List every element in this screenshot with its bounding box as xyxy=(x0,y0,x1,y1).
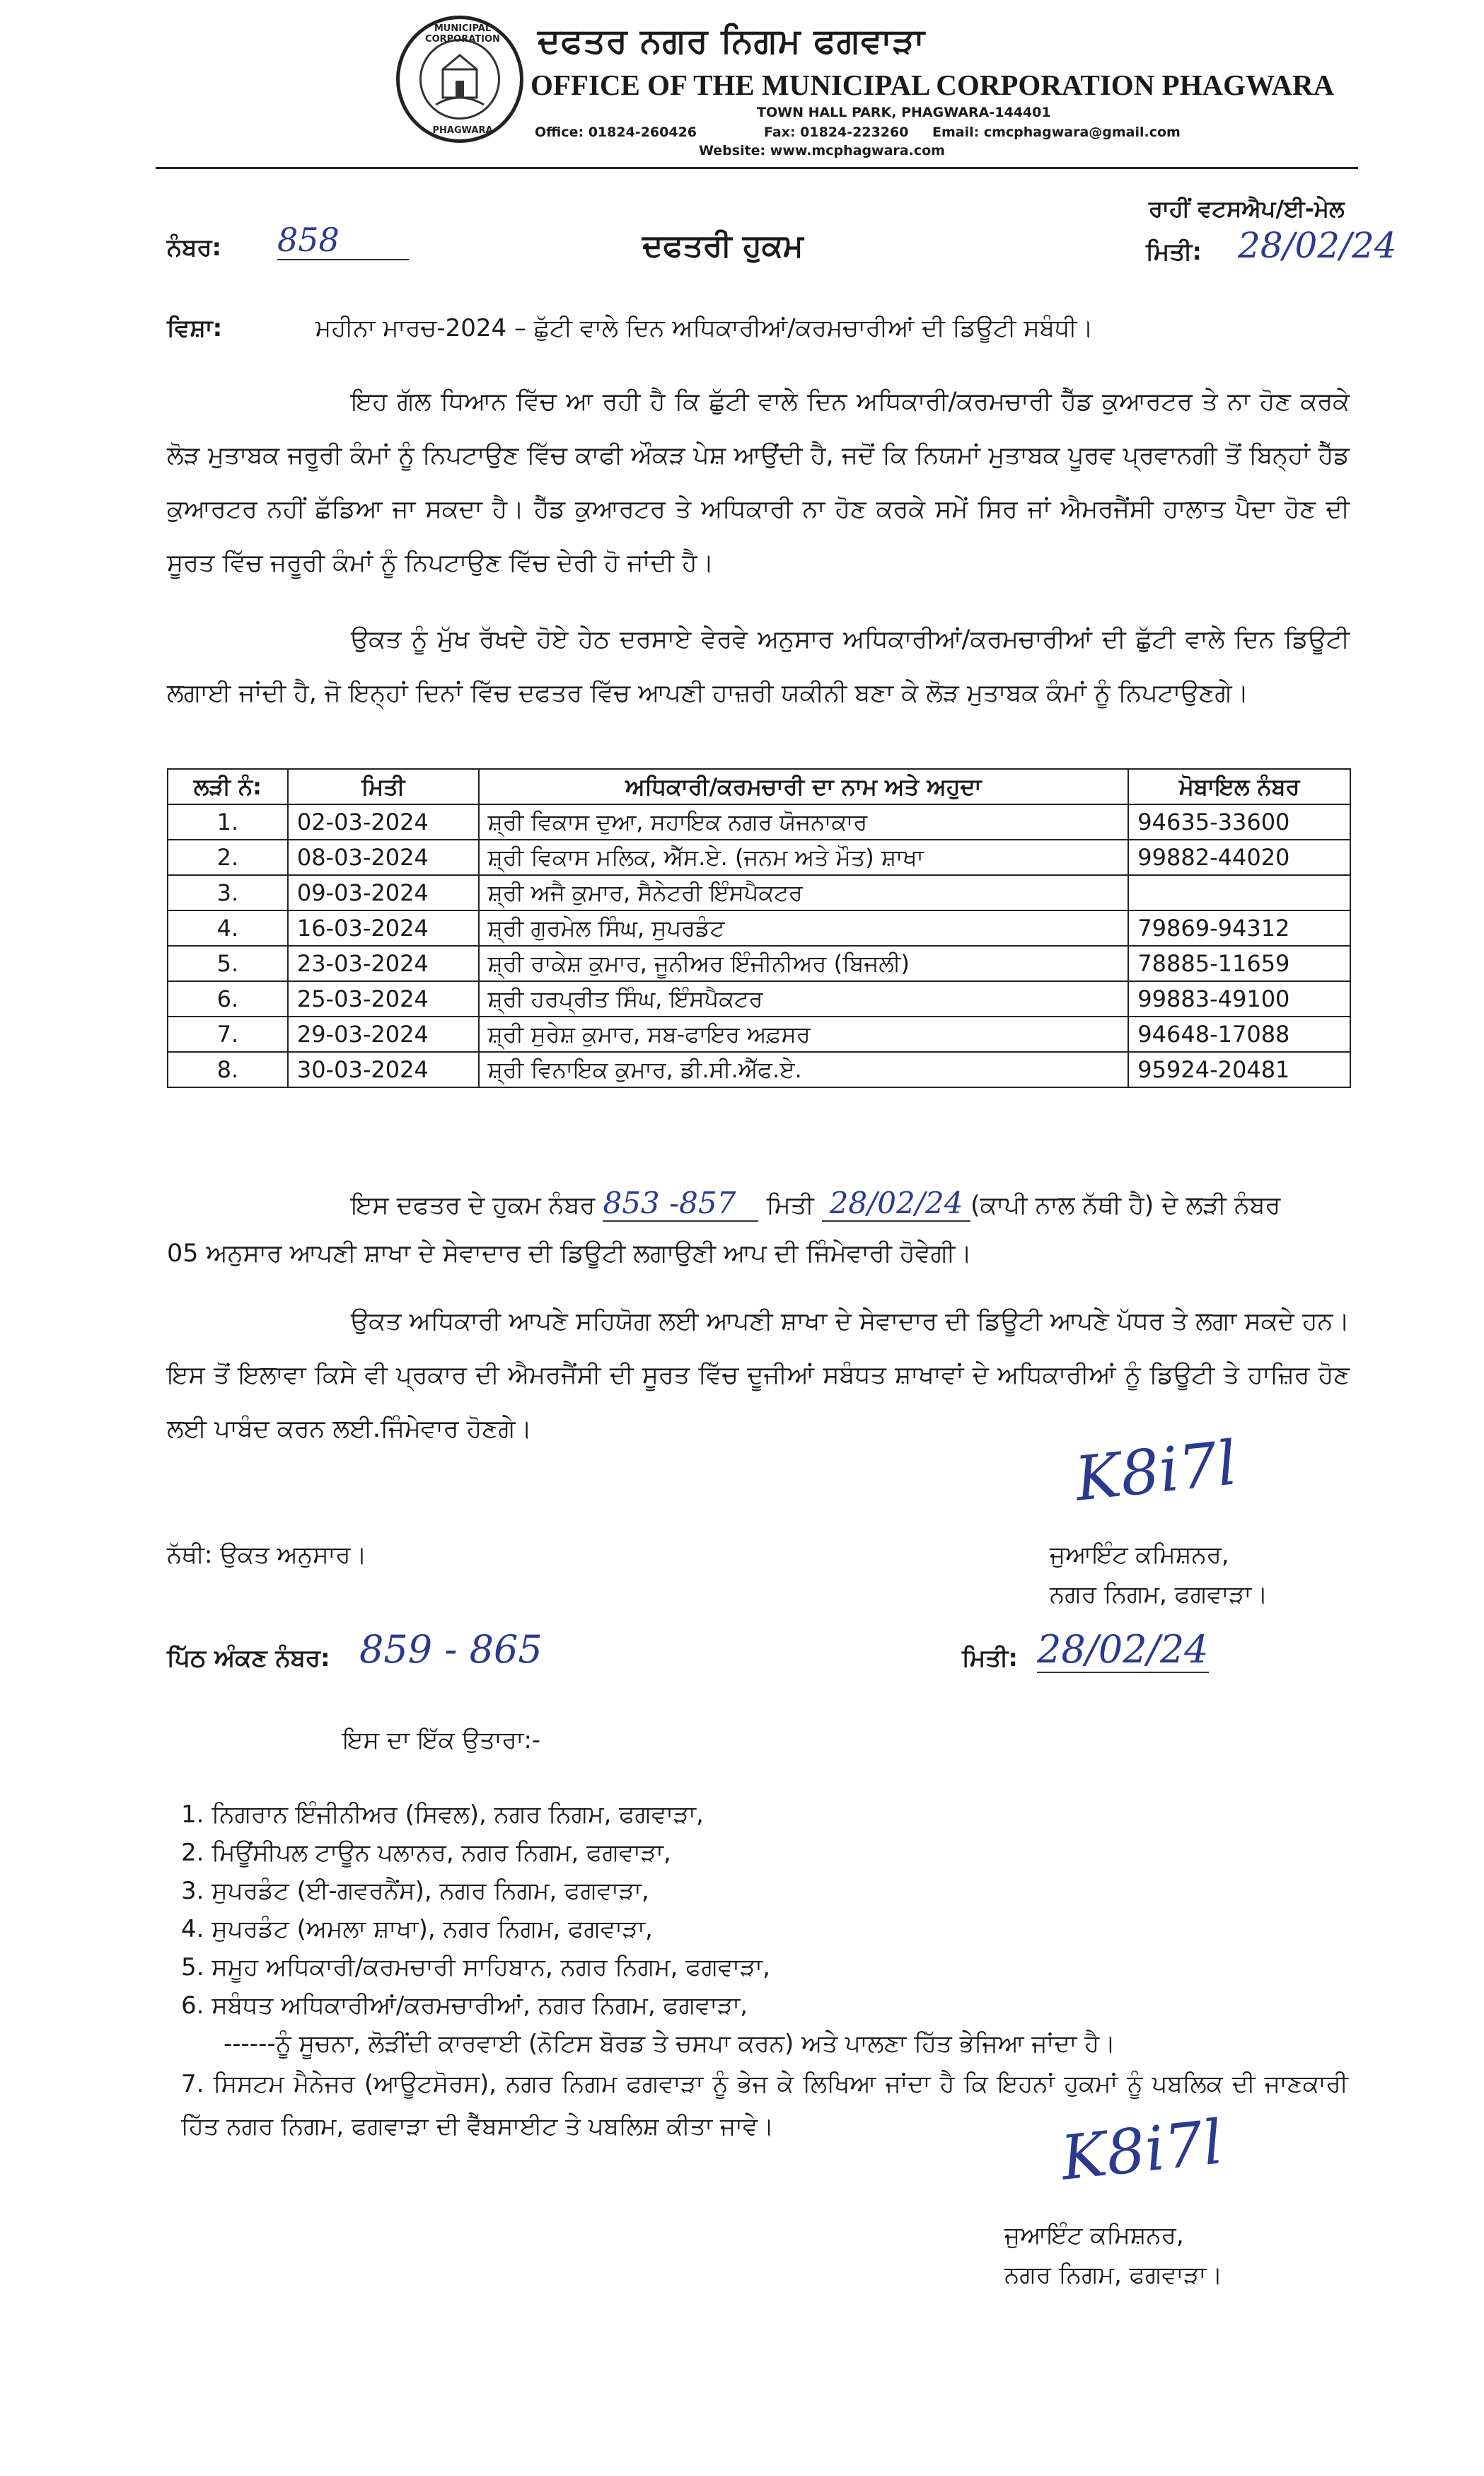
table-row xyxy=(168,910,1350,946)
cell-name: ਸ਼੍ਰੀ ਰਾਕੇਸ਼ ਕੁਮਾਰ, ਜੂਨੀਅਰ ਇੰਜੀਨੀਅਰ (ਬਿਜਲੀ) xyxy=(479,946,1129,981)
seal-text-top: MUNICIPAL CORPORATION xyxy=(425,23,500,45)
paragraph-1: ਇਹ ਗੱਲ ਧਿਆਨ ਵਿੱਚ ਆ ਰਹੀ ਹੈ ਕਿ ਛੁੱਟੀ ਵਾਲੇ ਦਿਨ ਅਧਿਕਾਰੀ/ਕਰਮਚਾਰੀ ਹੈੱਡ ਕੁਆਰਟਰ ਤੇ ਨਾ ਹੋਣ ਕਰਕੇ ਲੋੜ ਮੁਤਾਬਕ ਜਰੂਰੀ ਕੰਮਾਂ ਨੂੰ ਨਿਪਟਾਉਣ ਵਿੱਚ ਕਾਫੀ ਔਕੜ ਪੇਸ਼ ਆਉਂਦੀ ਹੈ, ਜਦੋਂ ਕਿ ਨਿਯਮਾਂ ਮੁਤਾਬਕ ਪੂਰਵ ਪ੍ਰਵਾਨਗੀ ਤੋਂ ਬਿਨ੍ਹਾਂ ਹੈੱਡ ਕੁਆਰਟਰ ਨਹੀਂ ਛੱਡਿਆ ਜਾ ਸਕਦਾ ਹੈ। ਹੈੱਡ ਕੁਆਰਟਰ ਤੇ ਅਧਿਕਾਰੀ ਨਾ ਹੋਣ ਕਰਕੇ ਸਮੇਂ ਸਿਰ ਜਾਂ ਐਮਰਜੈਂਸੀ ਹਾਲਾਤ ਪੈਦਾ ਹੋਣ ਦੀ ਸੂਰਤ ਵਿੱਚ ਜਰੂਰੀ ਕੰਮਾਂ ਨੂੰ ਨਿਪਟਾਉਣ ਵਿੱਚ ਦੇਰੀ ਹੋ ਜਾਂਦੀ ਹੈ। xyxy=(167,388,1350,577)
signature-1: K8i7l xyxy=(1072,1428,1241,1515)
para3-text-3: (ਕਾਪੀ ਨਾਲ ਨੱਥੀ ਹੈ) ਦੇ ਲੜੀ ਨੰਬਰ xyxy=(970,1191,1281,1220)
header-serial: ਲੜੀ ਨੰ: xyxy=(168,769,288,804)
list-item: 4. ਸੁਪਰਡੰਟ (ਅਮਲਾ ਸ਼ਾਖਾ), ਨਗਰ ਨਿਗਮ, ਫਗਵਾੜਾ, xyxy=(181,1915,653,1943)
cell-date: 29-03-2024 xyxy=(288,1017,479,1052)
letterhead-divider xyxy=(156,167,1358,169)
signature-2: K8i7l xyxy=(1057,2107,1227,2194)
table-header-row xyxy=(168,769,1350,804)
signature-1-office: ਨਗਰ ਨਿਗਮ, ਫਗਵਾੜਾ। xyxy=(1050,1580,1268,1609)
subject-label: ਵਿਸ਼ਾ: xyxy=(167,314,223,342)
cell-date: 08-03-2024 xyxy=(288,840,479,875)
endorsement-date-label: ਮਿਤੀ: xyxy=(962,1644,1018,1672)
cell-mobile: 99882-44020 xyxy=(1128,840,1350,875)
table-row xyxy=(168,946,1350,981)
cell-mobile: 99883-49100 xyxy=(1128,981,1350,1017)
cell-serial: 7. xyxy=(168,1017,288,1052)
list-item: 7. ਸਿਸਟਮ ਮੈਨੇਜਰ (ਆਊਟਸੋਰਸ), ਨਗਰ ਨਿਗਮ ਫਗਵਾੜਾ ਨੂੰ ਭੇਜ ਕੇ ਲਿਖਿਆ ਜਾਂਦਾ ਹੈ ਕਿ ਇਹਨਾਂ ਹੁਕਮਾਂ ਨੂੰ ਪਬਲਿਕ ਦੀ ਜਾਣਕਾਰੀ ਹਿੱਤ ਨਗਰ ਨਿਗਮ, ਫਗਵਾੜਾ ਦੀ ਵੈੱਬਸਾਈਟ ਤੇ ਪਬਲਿਸ਼ ਕੀਤਾ ਜਾਵੇ। xyxy=(181,2070,1348,2141)
letterhead-email: Email: cmcphagwara@gmail.com xyxy=(932,125,1181,140)
cell-serial: 8. xyxy=(168,1052,288,1087)
letterhead-fax: Fax: 01824-223260 xyxy=(764,125,909,140)
letterhead-address: TOWN HALL PARK, PHAGWARA-144401 xyxy=(757,105,1051,120)
number-value: 858 xyxy=(277,221,409,260)
cell-date: 16-03-2024 xyxy=(288,910,479,946)
cell-serial: 3. xyxy=(168,875,288,910)
cell-date: 02-03-2024 xyxy=(288,804,479,840)
delivery-mode: ਰਾਹੀਂ ਵਟਸਐਪ/ਈ-ਮੇਲ xyxy=(1149,195,1345,222)
paragraph-2: ਉਕਤ ਨੂੰ ਮੁੱਖ ਰੱਖਦੇ ਹੋਏ ਹੇਠ ਦਰਸਾਏ ਵੇਰਵੇ ਅਨੁਸਾਰ ਅਧਿਕਾਰੀਆਂ/ਕਰਮਚਾਰੀਆਂ ਦੀ ਛੁੱਟੀ ਵਾਲੇ ਦਿਨ ਡਿਊਟੀ ਲਗਾਈ ਜਾਂਦੀ ਹੈ, ਜੋ ਇਨ੍ਹਾਂ ਦਿਨਾਂ ਵਿੱਚ ਦਫਤਰ ਵਿੱਚ ਆਪਣੀ ਹਾਜ਼ਰੀ ਯਕੀਨੀ ਬਣਾ ਕੇ ਲੋੜ ਮੁਤਾਬਕ ਕੰਮਾਂ ਨੂੰ ਨਿਪਟਾਉਣਗੇ। xyxy=(167,625,1350,707)
paragraph-3-line-2: 05 ਅਨੁਸਾਰ ਆਪਣੀ ਸ਼ਾਖਾ ਦੇ ਸੇਵਾਦਾਰ ਦੀ ਡਿਊਟੀ ਲਗਾਉਣੀ ਆਪ ਦੀ ਜਿੰਮੇਵਾਰੀ ਹੋਵੇਗੀ। xyxy=(167,1239,973,1268)
header-mobile: ਮੋਬਾਇਲ ਨੰਬਰ xyxy=(1128,769,1350,804)
list-item: 5. ਸਮੂਹ ਅਧਿਕਾਰੀ/ਕਰਮਚਾਰੀ ਸਾਹਿਬਾਨ, ਨਗਰ ਨਿਗਮ, ਫਗਵਾੜਾ, xyxy=(181,1953,770,1982)
list-item: 3. ਸੁਪਰਡੰਟ (ਈ-ਗਵਰਨੈਂਸ), ਨਗਰ ਨਿਗਮ, ਫਗਵਾੜਾ, xyxy=(181,1877,649,1905)
signature-1-designation: ਜੁਆਇੰਟ ਕਮਿਸ਼ਨਰ, xyxy=(1050,1541,1229,1569)
cell-name: ਸ਼੍ਰੀ ਹਰਪ੍ਰੀਤ ਸਿੰਘ, ਇੰਸਪੈਕਟਰ xyxy=(479,981,1129,1017)
table-row xyxy=(168,1017,1350,1052)
date-value: 28/02/24 xyxy=(1238,225,1397,266)
copy-recipient-list xyxy=(181,1795,1348,2148)
subject-text: ਮਹੀਨਾ ਮਾਰਚ-2024 – ਛੁੱਟੀ ਵਾਲੇ ਦਿਨ ਅਧਿਕਾਰੀਆਂ/ਕਰਮਚਾਰੀਆਂ ਦੀ ਡਿਊਟੀ ਸਬੰਧੀ। xyxy=(315,314,1094,342)
para3-text-1: ਇਸ ਦਫਤਰ ਦੇ ਹੁਕਮ ਨੰਬਰ xyxy=(351,1191,596,1220)
cell-date: 25-03-2024 xyxy=(288,981,479,1017)
duty-roster-table xyxy=(167,768,1351,1088)
cell-mobile: 94648-17088 xyxy=(1128,1017,1350,1052)
seal-emblem-icon xyxy=(422,41,498,117)
table-row xyxy=(168,840,1350,875)
table-row xyxy=(168,981,1350,1017)
signature-2-office: ਨਗਰ ਨਿਗਮ, ਫਗਵਾੜਾ। xyxy=(1004,2261,1223,2289)
cell-name: ਸ਼੍ਰੀ ਵਿਕਾਸ ਦੁਆ, ਸਹਾਇਕ ਨਗਰ ਯੋਜਨਾਕਾਰ xyxy=(479,804,1129,840)
para3-order-date: 28/02/24 xyxy=(822,1186,970,1222)
cell-serial: 4. xyxy=(168,910,288,946)
signature-2-designation: ਜੁਆਇੰਟ ਕਮਿਸ਼ਨਰ, xyxy=(1004,2221,1184,2250)
number-label: ਨੰਬਰ: xyxy=(167,233,222,262)
list-item: 2. ਮਿਊਂਸੀਪਲ ਟਾਊਨ ਪਲਾਨਰ, ਨਗਰ ਨਿਗਮ, ਫਗਵਾੜਾ, xyxy=(181,1839,671,1867)
header-name-designation: ਅਧਿਕਾਰੀ/ਕਰਮਚਾਰੀ ਦਾ ਨਾਮ ਅਤੇ ਅਹੁਦਾ xyxy=(479,769,1129,804)
letterhead-title-punjabi: ਦਫਤਰ ਨਗਰ ਨਿਗਮ ਫਗਵਾੜਾ xyxy=(538,21,925,61)
cell-serial: 1. xyxy=(168,804,288,840)
table-row xyxy=(168,875,1350,910)
paragraph-3-line-1 xyxy=(351,1186,1280,1222)
paragraph-4: ਉਕਤ ਅਧਿਕਾਰੀ ਆਪਣੇ ਸਹਿਯੋਗ ਲਈ ਆਪਣੀ ਸ਼ਾਖਾ ਦੇ ਸੇਵਾਦਾਰ ਦੀ ਡਿਊਟੀ ਆਪਣੇ ਪੱਧਰ ਤੇ ਲਗਾ ਸਕਦੇ ਹਨ। ਇਸ ਤੋਂ ਇਲਾਵਾ ਕਿਸੇ ਵੀ ਪ੍ਰਕਾਰ ਦੀ ਐਮਰਜੈਂਸੀ ਦੀ ਸੂਰਤ ਵਿੱਚ ਦੂਜੀਆਂ ਸਬੰਧਤ ਸ਼ਾਖਾਵਾਂ ਦੇ ਅਧਿਕਾਰੀਆਂ ਨੂੰ ਡਿਊਟੀ ਤੇ ਹਾਜ਼ਿਰ ਹੋਣ ਲਈ ਪਾਬੰਦ ਕਰਨ ਲਈ.ਜਿੰਮੇਵਾਰ ਹੋਣਗੇ। xyxy=(167,1307,1350,1443)
para3-order-number: 853 -857 xyxy=(603,1186,758,1222)
header-date: ਮਿਤੀ xyxy=(288,769,479,804)
cell-name: ਸ਼੍ਰੀ ਵਿਕਾਸ ਮਲਿਕ, ਐੱਸ.ਏ. (ਜਨਮ ਅਤੇ ਮੌਤ) ਸ਼ਾਖਾ xyxy=(479,840,1129,875)
copy-heading: ਇਸ ਦਾ ਇੱਕ ਉਤਾਰਾ:- xyxy=(342,1726,541,1754)
cell-serial: 6. xyxy=(168,981,288,1017)
cell-date: 09-03-2024 xyxy=(288,875,479,910)
cell-mobile: 79869-94312 xyxy=(1128,910,1350,946)
corporation-seal xyxy=(396,16,523,143)
endorsement-date: 28/02/24 xyxy=(1037,1627,1209,1672)
cell-name: ਸ਼੍ਰੀ ਸੁਰੇਸ਼ ਕੁਮਾਰ, ਸਬ-ਫਾਇਰ ਅਫ਼ਸਰ xyxy=(479,1017,1129,1052)
letterhead-website: Website: www.mcphagwara.com xyxy=(699,143,945,158)
letterhead-office-phone: Office: 01824-260426 xyxy=(535,125,697,140)
seal-inner-emblem xyxy=(419,39,500,120)
endorsement-label: ਪਿੱਠ ਅੰਕਣ ਨੰਬਰ: xyxy=(167,1644,330,1672)
list-item: 6. ਸਬੰਧਤ ਅਧਿਕਾਰੀਆਂ/ਕਰਮਚਾਰੀਆਂ, ਨਗਰ ਨਿਗਮ, ਫਗਵਾੜਾ, xyxy=(181,1991,748,2020)
cell-mobile: 95924-20481 xyxy=(1128,1052,1350,1087)
table-row xyxy=(168,1052,1350,1087)
cell-date: 23-03-2024 xyxy=(288,946,479,981)
table-row xyxy=(168,804,1350,840)
cell-serial: 5. xyxy=(168,946,288,981)
endorsement-number: 859 - 865 xyxy=(359,1627,543,1672)
seal-text-bottom: PHAGWARA xyxy=(432,125,493,136)
cell-serial: 2. xyxy=(168,840,288,875)
cell-mobile xyxy=(1128,875,1350,910)
cell-name: ਸ਼੍ਰੀ ਵਿਨਾਇਕ ਕੁਮਾਰ, ਡੀ.ਸੀ.ਐੱਫ.ਏ. xyxy=(479,1052,1129,1087)
cell-date: 30-03-2024 xyxy=(288,1052,479,1087)
attachment-note: ਨੱਥੀ: ਉਕਤ ਅਨੁਸਾਰ। xyxy=(167,1541,367,1569)
date-label: ਮਿਤੀ: xyxy=(1146,238,1202,266)
cell-mobile: 78885-11659 xyxy=(1128,946,1350,981)
letterhead-title-english: OFFICE OF THE MUNICIPAL CORPORATION PHAGWARA xyxy=(531,69,1335,101)
cell-mobile: 94635-33600 xyxy=(1128,804,1350,840)
para3-text-2: ਮਿਤੀ xyxy=(766,1191,814,1220)
cell-name: ਸ਼੍ਰੀ ਗੁਰਮੇਲ ਸਿੰਘ, ਸੁਪਰਡੰਟ xyxy=(479,910,1129,946)
list-item: 1. ਨਿਗਰਾਨ ਇੰਜੀਨੀਅਰ (ਸਿਵਲ), ਨਗਰ ਨਿਗਮ, ਫਗਵਾੜਾ, xyxy=(181,1800,704,1829)
list-item-note: ------ਨੂੰ ਸੂਚਨਾ, ਲੋੜੀਂਦੀ ਕਾਰਵਾਈ (ਨੋਟਿਸ ਬੋਰਡ ਤੇ ਚਸਪਾ ਕਰਨ) ਅਤੇ ਪਾਲਣਾ ਹਿੱਤ ਭੇਜਿਆ ਜਾਂਦਾ ਹੈ। xyxy=(224,2030,1116,2058)
cell-name: ਸ਼੍ਰੀ ਅਜੈ ਕੁਮਾਰ, ਸੈਨੇਟਰੀ ਇੰਸਪੈਕਟਰ xyxy=(479,875,1129,910)
doc-title: ਦਫਤਰੀ ਹੁਕਮ xyxy=(642,228,804,264)
